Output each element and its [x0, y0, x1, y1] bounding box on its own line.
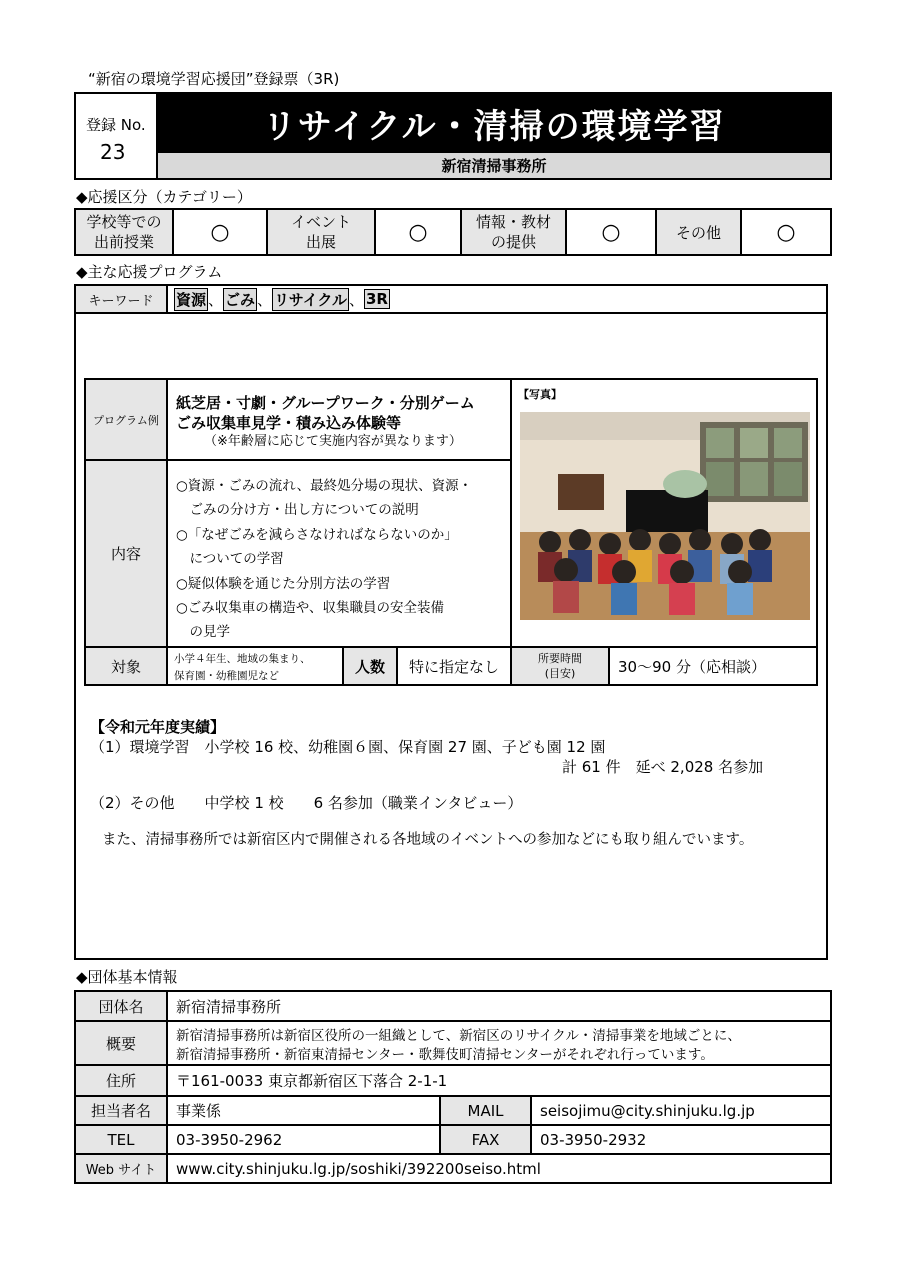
form-subtitle: “新宿の環境学習応援団”登録票（3R) [88, 70, 340, 88]
mail-label: MAIL [441, 1097, 530, 1124]
keyword-1: 資源 [174, 288, 208, 311]
content-line-2: ごみの分け方・出し方についての説明 [176, 502, 419, 518]
keyword-label: キーワード [76, 286, 166, 312]
category-other-label: その他 [675, 223, 721, 242]
content-label: 内容 [86, 461, 166, 646]
category-school-mark: ○ [210, 219, 230, 245]
fax-value: 03-3950-2932 [540, 1130, 647, 1149]
classroom-photo-illustration [520, 412, 810, 620]
target-label: 対象 [86, 648, 166, 684]
contact-value: 事業係 [176, 1102, 222, 1120]
category-event-label2: 出展 [305, 233, 336, 251]
example-note: （※年齢層に応じて実施内容が異なります） [204, 434, 462, 449]
time-label-2: (目安) [544, 667, 576, 680]
registration-number: 23 [100, 140, 126, 164]
keyword-list [174, 286, 390, 312]
content-line-4: についての学習 [176, 551, 284, 567]
registration-label: 登録 No. [86, 116, 146, 134]
category-info-label1: 情報・教材 [475, 213, 551, 231]
target-line-2: 保育園・幼稚園児など [174, 670, 279, 682]
category-heading: ◆応援区分（カテゴリー） [76, 188, 252, 206]
page-title: リサイクル・清掃の環境学習 [262, 106, 726, 147]
time-value: 30～90 分（応相談） [618, 657, 766, 676]
mail-value[interactable]: seisojimu@city.shinjuku.lg.jp [540, 1101, 755, 1120]
web-link[interactable]: www.city.shinjuku.lg.jp/soshiki/392200seiso.html [176, 1159, 541, 1178]
results-line-4: また、清掃事務所では新宿区内で開催される各地域のイベントへの参加などにも取り組んでいます。 [102, 832, 754, 848]
org-name-value: 新宿清掃事務所 [176, 997, 282, 1016]
basic-heading: ◆団体基本情報 [76, 968, 178, 986]
organization-name: 新宿清掃事務所 [441, 157, 547, 175]
category-school-label1: 学校等での [86, 213, 162, 231]
contact-label: 担当者名 [76, 1097, 166, 1124]
content-line-5: ○疑似体験を通じた分別方法の学習 [176, 576, 391, 592]
results-line-1: （1）環境学習 小学校 16 校、幼稚園６園、保育園 27 園、子ども園 12 園 [90, 738, 606, 756]
content-line-1: ○資源・ごみの流れ、最終処分場の現状、資源・ [176, 478, 473, 494]
category-event [268, 210, 374, 254]
time-label [512, 648, 608, 684]
people-value: 特に指定なし [408, 657, 499, 676]
org-bar [158, 152, 830, 178]
example-label: プログラム例 [86, 380, 166, 459]
category-event-label1: イベント [290, 213, 351, 231]
photo-label: 【写真】 [518, 388, 562, 401]
content-line-6: ○ごみ収集車の構造や、収集職員の安全装備 [176, 600, 445, 616]
content-line-7: の見学 [176, 624, 230, 640]
target-line-1: 小学４年生、地域の集まり、 [174, 653, 311, 665]
keyword-sep-2: 、 [257, 290, 273, 309]
example-line-2: ごみ収集車見学・積み込み体験等 [176, 414, 402, 432]
keyword-3: リサイクル [272, 288, 349, 311]
overview-line-2: 新宿清掃事務所・新宿東清掃センター・歌舞伎町清掃センターがそれぞれ行っています。 [176, 1047, 714, 1063]
category-other [657, 210, 740, 254]
org-name-label: 団体名 [76, 992, 166, 1020]
fax-label: FAX [441, 1126, 530, 1153]
program-photo [520, 412, 810, 620]
overview-line-1: 新宿清掃事務所は新宿区役所の一組織として、新宿区のリサイクル・清掃事業を地域ごとに、 [176, 1028, 741, 1044]
address-value: 〒161-0033 東京都新宿区下落合 2-1-1 [176, 1072, 448, 1090]
example-line-1: 紙芝居・寸劇・グループワーク・分別ゲーム [176, 394, 475, 412]
category-info-label2: の提供 [490, 233, 536, 251]
category-other-mark: ○ [776, 219, 796, 245]
keyword-4: 3R [365, 290, 388, 308]
title-bar [158, 94, 830, 152]
category-event-mark: ○ [408, 219, 428, 245]
results-line-2: 計 61 件 延べ 2,028 名参加 [562, 758, 764, 776]
keyword-sep-3: 、 [348, 290, 364, 309]
web-label: Web サイト [76, 1155, 166, 1182]
category-info-mark: ○ [601, 219, 621, 245]
people-label: 人数 [344, 648, 396, 684]
address-label: 住所 [76, 1066, 166, 1095]
keyword-2: ごみ [223, 288, 257, 311]
results-heading: 【令和元年度実績】 [90, 718, 226, 736]
tel-value: 03-3950-2962 [176, 1130, 283, 1149]
category-school-label2: 出前授業 [93, 233, 154, 251]
results-line-3: （2）その他 中学校 1 校 6 名参加（職業インタビュー） [90, 794, 523, 812]
keyword-sep-1: 、 [208, 290, 224, 309]
tel-label: TEL [76, 1126, 166, 1153]
category-info [462, 210, 565, 254]
overview-label: 概要 [76, 1022, 166, 1064]
category-school [76, 210, 172, 254]
time-label-1: 所要時間 [538, 652, 582, 665]
content-line-3: ○「なぜごみを減らさなければならないのか」 [176, 527, 458, 543]
program-heading: ◆主な応援プログラム [76, 263, 223, 281]
